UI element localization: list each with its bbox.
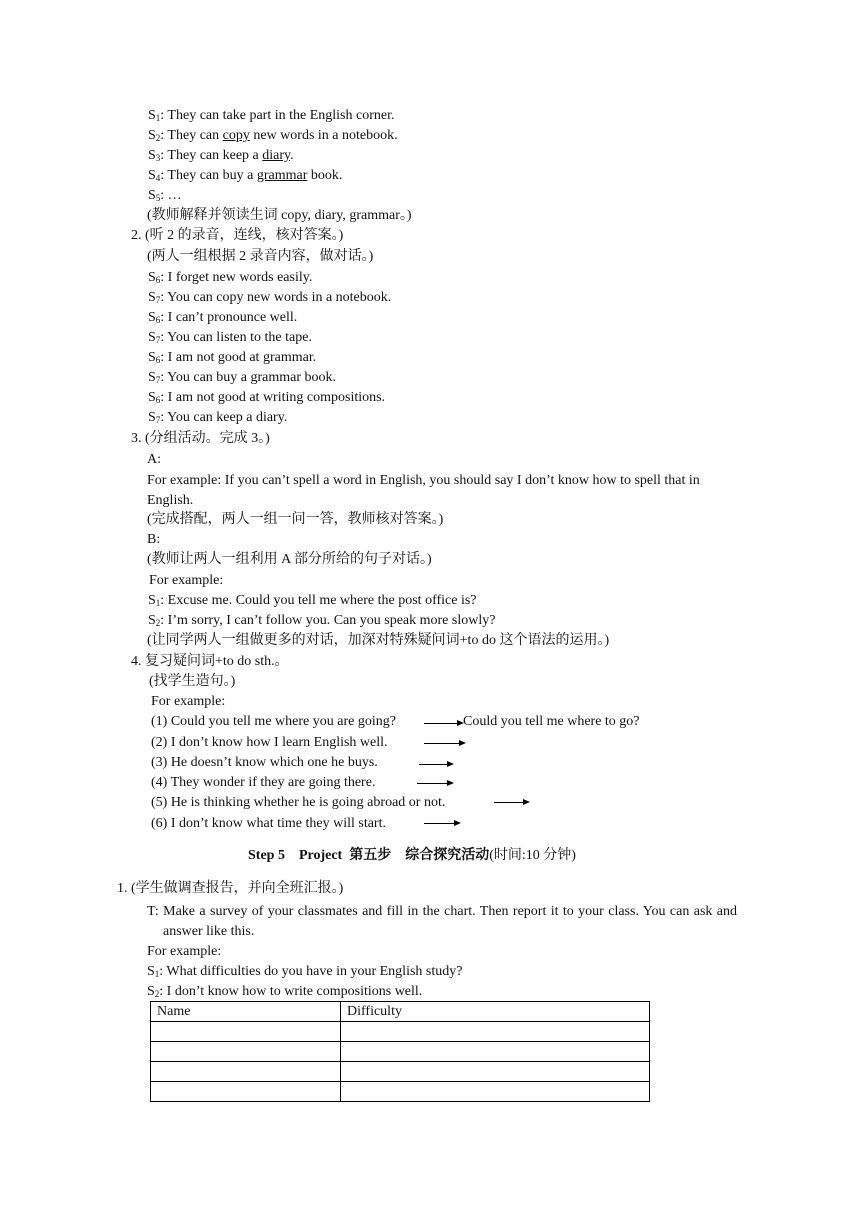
teacher-instruction: T: Make a survey of your classmates and fill in the chart. Then report it to your class. You can ask and answer like this. [147,904,737,939]
example-label: For example: [149,573,224,588]
table-cell[interactable] [151,1022,341,1042]
dialog-line: $S_2$: I don’t know how to write compositions well. [147,984,423,999]
item-2-title: 2. (听 2 的录音，连线，核对答案。) [131,228,344,243]
column-header-difficulty: Difficulty [341,1002,650,1022]
dialog-line: $S_1$: They can take part in the English corner. [148,108,395,123]
table-cell[interactable] [341,1042,650,1062]
step-5-item-1: 1. (学生做调查报告，并向全班汇报。) [117,881,344,896]
part-b-note: (教师让两人一组利用 A 部分所给的句子对话。) [147,552,432,567]
dialog-line: $S_6$: I can’t pronounce well. [148,310,298,325]
dialog-line: $S_7$: You can copy new words in a notebook. [148,290,392,305]
transform-answer: Could you tell me where to go? [463,714,640,729]
table-row [151,1022,650,1042]
item-4-title: 4. 复习疑问词+to do sth.。 [131,654,289,669]
survey-table [150,1001,650,1102]
dialog-line: $S_7$: You can keep a diary. [148,410,288,425]
dialog-line: $S_7$: You can listen to the tape. [148,330,312,345]
arrow-icon [417,783,452,784]
step-5-heading: Step 5 Project 第五步 综合探究活动(时间:10 分钟) [248,848,576,863]
item-4-note: (找学生造句。) [149,674,236,689]
part-b-note-2: (让同学两人一组做更多的对话，加深对特殊疑问词+to do 这个语法的运用。) [147,633,610,648]
arrow-icon [424,723,462,724]
table-cell[interactable] [151,1042,341,1062]
arrow-icon [494,802,528,803]
table-header-row [151,1002,650,1022]
dialog-line: $S_6$: I forget new words easily. [148,270,313,285]
transform-sentence: (4) They wonder if they are going there. [151,775,376,790]
vocab-word: copy [222,128,250,143]
dialog-line: $S_1$: Excuse me. Could you tell me where the post office is? [148,593,477,608]
arrow-icon [424,743,464,744]
item-2-note: (两人一组根据 2 录音内容，做对话。) [147,249,374,264]
table-cell[interactable] [341,1082,650,1102]
part-b-label: B: [147,532,161,547]
table-row [151,1042,650,1062]
table-cell[interactable] [341,1022,650,1042]
transform-sentence: (3) He doesn’t know which one he buys. [151,755,378,770]
part-a-example: For example: If you can’t spell a word in English, you should say I don’t know how to spell that in English. [147,473,700,508]
table-row [151,1082,650,1102]
table-cell[interactable] [151,1082,341,1102]
item-3-title: 3. (分组活动。完成 3。) [131,431,270,446]
example-label: For example: [147,944,222,959]
vocab-word: diary [262,148,291,163]
table-row [151,1062,650,1082]
vocab-word: grammar [256,168,308,183]
dialog-line: $S_2$: They can copy new words in a notebook. [148,128,398,143]
transform-sentence: (2) I don’t know how I learn English well. [151,735,388,750]
dialog-line: $S_1$: What difficulties do you have in your English study? [147,964,463,979]
dialog-line: $S_3$: They can keep a diary. [148,148,294,163]
example-label: For example: [151,694,226,709]
column-header-name: Name [151,1002,341,1022]
dialog-line: $S_7$: You can buy a grammar book. [148,370,337,385]
table-cell[interactable] [341,1062,650,1082]
teacher-note: (教师解释并领读生词 copy, diary, grammar。) [147,208,412,223]
transform-sentence: (6) I don’t know what time they will start. [151,816,386,831]
dialog-line: $S_6$: I am not good at writing compositions. [148,390,386,405]
dialog-line: $S_4$: They can buy a grammar book. [148,168,343,183]
transform-sentence: (1) Could you tell me where you are going? [151,714,396,729]
arrow-icon [419,764,452,765]
dialog-line: $S_5$: … [148,188,182,203]
part-a-label: A: [147,452,161,467]
arrow-icon [424,823,459,824]
dialog-line: $S_6$: I am not good at grammar. [148,350,317,365]
part-a-note: (完成搭配，两人一组一问一答，教师核对答案。) [147,512,444,527]
transform-sentence: (5) He is thinking whether he is going abroad or not. [151,795,446,810]
table-cell[interactable] [151,1062,341,1082]
dialog-line: $S_2$: I’m sorry, I can’t follow you. Can you speak more slowly? [148,613,496,628]
